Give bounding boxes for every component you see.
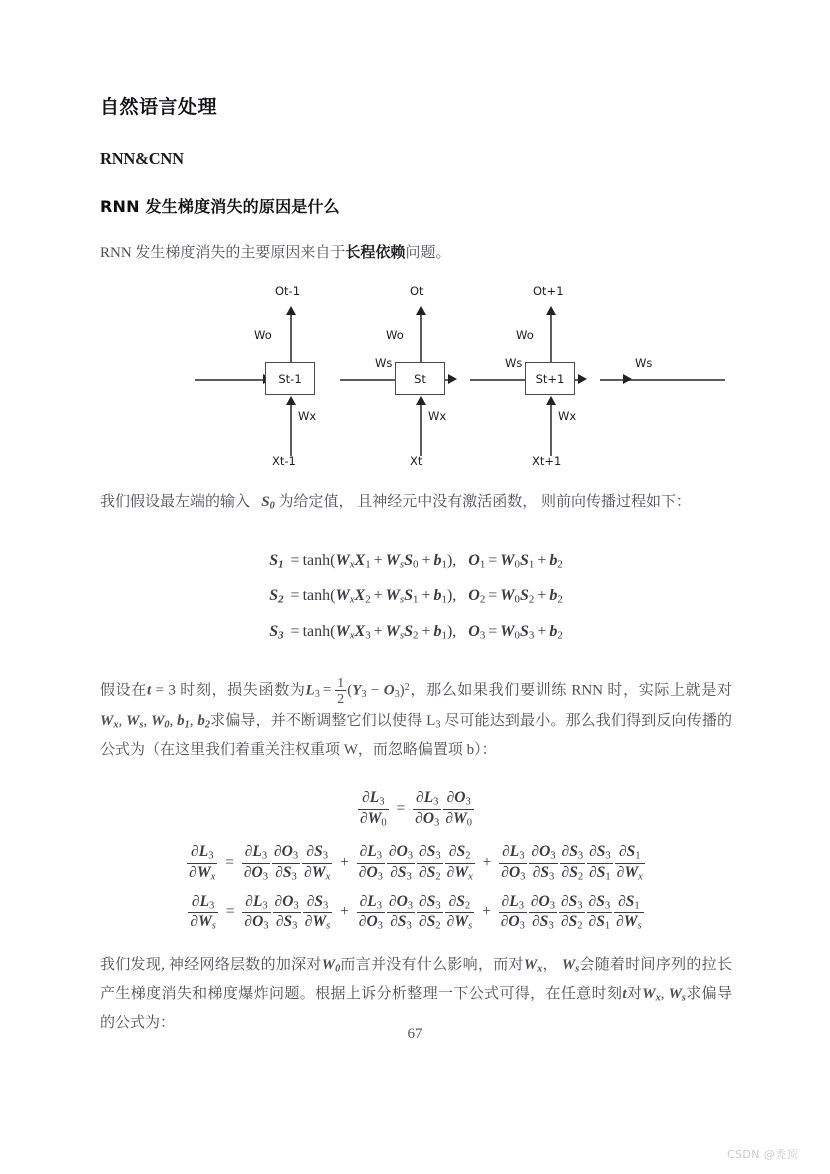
eq1-s-sub: 0: [413, 559, 419, 572]
loss-var-b2: $b_2$: [197, 712, 210, 731]
eq3-wx: W: [335, 622, 350, 640]
eq2-s-sub: 1: [413, 594, 419, 607]
diagram-edge-in-left: [195, 379, 265, 381]
concl-symbol-ws2: $W_s$: [668, 986, 686, 1004]
eq3-o-sub: 3: [479, 629, 486, 642]
eq1-ws: W: [385, 552, 400, 570]
eq3-ws-sub: s: [399, 629, 405, 642]
eq1-w0-sub: 0: [514, 559, 520, 572]
eq2-w0-sub: 0: [514, 594, 520, 607]
loss-var-ws: $W_s$: [126, 712, 144, 731]
eq2-x-sub: 2: [365, 594, 371, 607]
loss-text-4: 求偏导，并不断调整它们以使得 L: [210, 712, 436, 729]
concl-text-3: 会随着时间序列的拉长产生梯度消失和梯度爆炸问题。根据上诉分析整理一下公式可得，在任意时刻: [100, 956, 732, 1003]
eq2-ws-sub: s: [399, 594, 405, 607]
eq2-ws: W: [385, 587, 400, 605]
diagram-input-label-3: Xt+1: [532, 454, 562, 469]
eq3-os: S: [519, 622, 529, 640]
arrow-right-icon: [623, 374, 632, 384]
diagram-wx-label-2: Wx: [428, 409, 447, 424]
paragraph-loss: 假设在t = 3 时刻，损失函数为$L_3$ = $\frac{1}{2}$ $(Y_3 - O_3)^2$，那么如果我们要训练 RNN 时，实际上就是对$W_x$, $W_s$, $W_0$, $b_1$, $b_2$求偏导，并不断调整它们以使得 $L_3$ 尽可能达到最小。那么我们得到反向传播的公式为（在这里我们着重关注权重项 W，而忽略偏置项 b）：: [100, 674, 733, 758]
loss-text-1: 假设在: [100, 682, 147, 699]
diagram-wx-label-1: Wx: [298, 409, 317, 424]
diagram-output-label-2: Ot: [410, 284, 424, 299]
loss-text-3: ，那么如果我们要训练 RNN 时，实际上就是对: [409, 682, 732, 699]
paragraph-assumption: [100, 488, 732, 517]
forward-equation-row: $S_3 = \tanh(W_xX_3 + W_sS_2 + b_1)$, $O_3 = W_0S_3 + b_2$: [269, 622, 563, 642]
arrow-up-icon: [286, 306, 296, 315]
concl-symbol-ws: [562, 957, 579, 973]
diagram-ws-label-1: Ws: [375, 356, 393, 371]
loss-symbol-Y-sub: 3: [361, 688, 367, 700]
eq1-lhs: S: [269, 552, 279, 570]
eq2-wx-sub: x: [349, 594, 355, 607]
diagram-wx-label-3: Wx: [558, 409, 577, 424]
concl-symbol-w0: [322, 957, 340, 973]
concl-symbol-t: t: [622, 986, 627, 1003]
eq1-wx: W: [335, 552, 350, 570]
assume-text-1: 我们假设最左端的输入: [100, 494, 251, 511]
arrow-up-icon: [286, 396, 296, 405]
backprop-row-wx: $\frac{\partial L_3}{\partial W_x}$ = $\frac{\partial L_3}{\partial O_3}$ $\frac{\partial O_3}{\partial S_3}$ $\frac{\partial S_3}{\partial W_x}$ + $\frac{\partial L_3}{\partial O_3}$ $\frac{\partial O_3}{\partial S_3}$ $\frac{\partial S_3}{\partial S_2}$ $\frac{\partial S_2}{\partial W_x}$ + $\frac{\partial L_3}{\partial O_3}$ $\frac{\partial O_3}{\partial S_3}$ $\frac{\partial S_3}{\partial S_2}$ $\frac{\partial S_3}{\partial S_1}$ $\frac{\partial S_1}{\partial W_x}$: [189, 843, 643, 883]
eq3-lhs: S: [269, 622, 279, 640]
eq1-os: S: [519, 552, 529, 570]
eq2-lhs-sub: 2: [278, 594, 284, 607]
eq2-x: X: [354, 587, 366, 605]
concl-wx-sub: x: [537, 963, 543, 975]
eq2-os-sub: 2: [528, 594, 535, 607]
eq1-o-sub: 1: [479, 559, 486, 572]
backprop-equation-ws: [100, 893, 732, 933]
loss-symbol-t: t: [146, 682, 152, 699]
page-number: 67: [407, 1026, 423, 1042]
page-title: 自然语言处理: [100, 96, 218, 118]
eq3-os-sub: 3: [528, 629, 535, 642]
rnn-unrolled-diagram: [100, 284, 732, 474]
eq1-b2-sub: 2: [557, 559, 563, 572]
eq1-os-sub: 1: [528, 559, 535, 572]
eq3-b1: b: [433, 622, 442, 640]
diagram-ws-label-2: Ws: [505, 356, 523, 371]
eq3-b2-sub: 2: [557, 629, 563, 642]
eq2-o: O: [468, 587, 480, 605]
diagram-state-box-2: St: [395, 362, 445, 395]
eq3-b1-sub: 1: [441, 629, 447, 642]
diagram-wo-label-2: Wo: [386, 328, 404, 343]
diagram-edge-in-3: [550, 404, 552, 456]
diagram-state-box-3: St+1: [525, 362, 575, 395]
arrow-up-icon: [546, 396, 556, 405]
diagram-output-label-3: Ot+1: [533, 284, 564, 299]
section-heading: RNN&CNN: [100, 148, 184, 168]
concl-ws-sub: s: [575, 963, 580, 975]
loss-var-w0: $W_0$: [151, 712, 170, 731]
assume-text-2: 为给定值， 且神经元中没有激活函数， 则前向传播过程如下：: [278, 494, 691, 511]
concl-text-5: 求偏导的公式为：: [100, 986, 732, 1032]
forward-equation-row: $S_1 = \tanh(W_xX_1 + W_sS_0 + b_1)$, $O_1 = W_0S_1 + b_2$: [269, 552, 563, 572]
eq1-x: X: [354, 552, 366, 570]
eq3-lhs-sub: 3: [278, 629, 284, 642]
eq1-s: S: [404, 552, 414, 570]
eq3-fn: tanh: [302, 622, 331, 640]
eq2-lhs: S: [269, 587, 279, 605]
wx-var: x: [210, 871, 216, 883]
loss-exponent: 2: [404, 681, 410, 693]
paragraph-conclusion: 我们发现, 神经网络层数的加深对$W_0$而言并没有什么影响，而对$W_x$， $W_s$会随着时间序列的拉长产生梯度消失和梯度爆炸问题。根据上诉分析整理一下公式可得，在任意时刻t对$W_x$, $W_s$求偏导的公式为：: [100, 956, 732, 1032]
frac-dO3-dW0: $\frac{\partial O_3}{\partial W_0}$: [445, 789, 473, 829]
eq1-b1: b: [433, 552, 442, 570]
csdn-watermark: CSDN @秃顶: [726, 1148, 798, 1161]
eq1-x-sub: 1: [365, 559, 371, 572]
frac-dL3-dW0: $\frac{\partial L_3}{\partial W_0}$: [359, 789, 387, 829]
subsection-heading: RNN 发生梯度消失的原因是什么: [100, 196, 340, 216]
diagram-wo-label-3: Wo: [516, 328, 534, 343]
eq2-b2: b: [549, 587, 558, 605]
backprop-equation-wx: [100, 843, 732, 883]
eq3-x-sub: 3: [365, 629, 371, 642]
eq2-o-sub: 2: [479, 594, 486, 607]
diagram-input-label-2: Xt: [410, 454, 423, 469]
eq2-b2-sub: 2: [557, 594, 563, 607]
backprop-equation-w0: [100, 789, 732, 829]
concl-ws-base: W: [561, 956, 576, 973]
loss-symbol-O: O: [383, 682, 395, 699]
eq1-o: O: [468, 552, 480, 570]
eq1-fn: tanh: [302, 552, 331, 570]
eq2-wx: W: [335, 587, 350, 605]
eq3-w0: W: [500, 622, 515, 640]
concl-wx-base: W: [523, 956, 538, 973]
ws-var: s: [211, 921, 216, 933]
intro-text-pre: RNN 发生梯度消失的主要原因来自于: [100, 244, 346, 261]
arrow-up-icon: [416, 396, 426, 405]
forward-equations: [100, 543, 732, 649]
eq2-os: S: [519, 587, 529, 605]
eq3-s-sub: 2: [413, 629, 419, 642]
eq2-s: S: [404, 587, 414, 605]
frac-dL3-dO3: $\frac{\partial L_3}{\partial O_3}$: [415, 789, 440, 829]
diagram-edge-in-1: [290, 404, 292, 456]
diagram-output-label-1: Ot-1: [275, 284, 301, 299]
loss-text-4-sub: 3: [435, 719, 441, 731]
eq3-w0-sub: 0: [514, 629, 520, 642]
forward-equation-row: $S_2 = \tanh(W_xX_2 + W_sS_1 + b_1)$, $O_2 = W_0S_2 + b_2$: [269, 587, 563, 607]
eq1-lhs-sub: 1: [278, 559, 284, 572]
eq2-b1: b: [433, 587, 442, 605]
concl-w0-sub: 0: [335, 963, 341, 975]
eq1-b2: b: [549, 552, 558, 570]
concl-text-4: 对: [626, 986, 643, 1003]
eq3-o: O: [468, 622, 480, 640]
eq1-ws-sub: s: [399, 559, 405, 572]
diagram-wo-label-1: Wo: [254, 328, 272, 343]
diagram-ws-label-3: Ws: [635, 356, 653, 371]
diagram-input-label-1: Xt-1: [272, 454, 296, 469]
concl-symbol-wx2: $W_x$: [642, 986, 661, 1004]
eq3-b2: b: [549, 622, 558, 640]
loss-symbol-L-sub: 3: [314, 688, 320, 700]
eq2-fn: tanh: [302, 587, 331, 605]
eq1-w0: W: [500, 552, 515, 570]
eq1-wx-sub: x: [349, 559, 355, 572]
eq1-b1-sub: 1: [441, 559, 447, 572]
loss-text-2: 时刻，损失函数为: [175, 682, 306, 699]
loss-frac-num: 1: [337, 674, 345, 690]
symbol-s0: [261, 494, 274, 510]
arrow-right-icon: [578, 374, 587, 384]
loss-value-t: = 3: [151, 682, 176, 699]
eq3-ws: W: [385, 622, 400, 640]
arrow-up-icon: [416, 306, 426, 315]
concl-text-1: 我们发现, 神经网络层数的加深对: [100, 956, 322, 973]
backprop-row-w0: $\frac{\partial L_3}{\partial W_0}$ = $\frac{\partial L_3}{\partial O_3}$ $\frac{\partial O_3}{\partial W_0}$: [359, 789, 473, 829]
diagram-edge-in-2: [420, 404, 422, 456]
symbol-s0-base: S: [261, 494, 270, 511]
eq3-s: S: [404, 622, 414, 640]
loss-text-5: 尽可能达到最小。那么我们得到反向传播的公式为（在这里我们着重关注权重项 W，而忽略偏置项 b）：: [100, 712, 733, 758]
symbol-s0-sub: 0: [269, 500, 275, 512]
eq2-b1-sub: 1: [441, 594, 447, 607]
page-content: [100, 96, 732, 1039]
paragraph-intro: [100, 239, 732, 268]
loss-var-b1: $b_1$: [177, 712, 190, 731]
loss-symbol-Y: Y: [352, 682, 362, 699]
arrow-up-icon: [546, 306, 556, 315]
concl-w0-base: W: [321, 956, 336, 973]
loss-symbol-L: L: [305, 682, 315, 699]
loss-frac-den: 2: [337, 691, 345, 707]
eq2-w0: W: [500, 587, 515, 605]
loss-var-wx: $W_x$: [100, 712, 119, 731]
arrow-right-icon: [448, 374, 457, 384]
intro-text-post: 问题。: [405, 244, 451, 261]
intro-text-bold: 长程依赖: [345, 244, 406, 261]
concl-symbol-wx: [524, 957, 542, 973]
eq3-x: X: [354, 622, 366, 640]
loss-symbol-O-sub: 3: [394, 688, 400, 700]
loss-minus-op: −: [370, 682, 380, 699]
diagram-edge-ws-3: [600, 379, 725, 381]
diagram-state-box-1: St-1: [265, 362, 315, 395]
eq3-wx-sub: x: [349, 629, 355, 642]
backprop-row-ws: $\frac{\partial L_3}{\partial W_s}$ = $\frac{\partial L_3}{\partial O_3}$ $\frac{\partial O_3}{\partial S_3}$ $\frac{\partial S_3}{\partial W_s}$ + $\frac{\partial L_3}{\partial O_3}$ $\frac{\partial O_3}{\partial S_3}$ $\frac{\partial S_3}{\partial S_2}$ $\frac{\partial S_2}{\partial W_s}$ + $\frac{\partial L_3}{\partial O_3}$ $\frac{\partial O_3}{\partial S_3}$ $\frac{\partial S_3}{\partial S_2}$ $\frac{\partial S_3}{\partial S_1}$ $\frac{\partial S_1}{\partial W_s}$: [190, 892, 642, 933]
concl-text-2: 而言并没有什么影响，而对: [340, 956, 524, 973]
loss-fraction-half: [335, 675, 346, 707]
